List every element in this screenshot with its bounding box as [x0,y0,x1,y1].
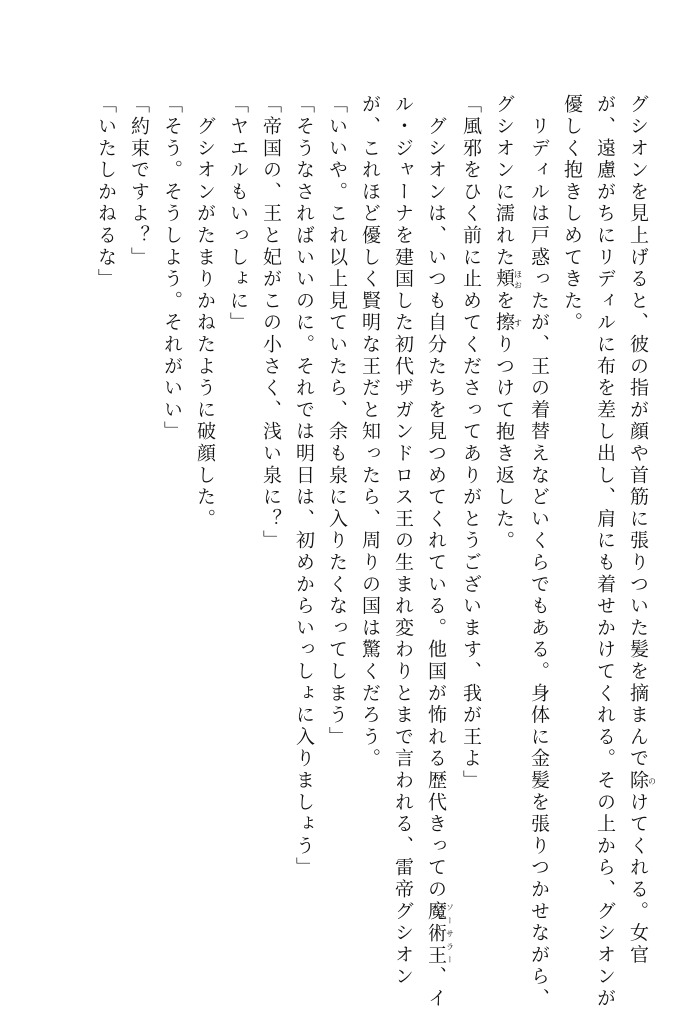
text-line: グシオンがたまりかねたように破顔した。 [194,94,216,530]
ruby-annotation: 頬ほお [493,268,523,291]
text-line: 優しく抱きしめてきた。 [561,94,583,334]
dialogue-line: 「いたしかねるな」 [95,94,117,291]
text-line: グシオンは、いつも自分たちを見つめてくれている。他国が怖れる歴代きっての魔術王ソーサラー、イ [425,94,455,1010]
dialogue-line: 「帝国の、王と妃がこの小さく、浅い泉に？」 [260,94,282,552]
ruby-annotation: 除の [627,769,657,792]
dialogue-line: 「そうなさればいいのに。それでは明日は、初めからいっしょに入りましょう」 [293,94,315,879]
dialogue-line: 「そう。そうしよう。それがいい」 [161,94,183,443]
dialogue-line: 「約束ですよ？」 [128,94,150,269]
text-line: リディルは戸惑ったが、王の着替えなどいくらでもある。身体に金髪を張りつかせながら、 [528,94,550,1010]
dialogue-line: 「ヤエルもいっしょに」 [227,94,249,334]
dialogue-line: 「いいや。これ以上見ていたら、余も泉に入りたくなってしまう」 [326,94,348,748]
text-line: ル・ジャーナを建国した初代ザガンドロス王の生まれ変わりとまで言われる、雷帝グシオン [392,94,414,988]
ruby-annotation: 魔術王ソーサラー [425,900,455,967]
text-line: が、遠慮がちにリディルに布を差し出し、肩にも着せかけてくれる。その上から、グシオンが [594,94,616,1010]
vertical-text-block [89,94,657,1010]
text-line: グシオンに濡れた頬ほおを擦すりつけて抱き返した。 [493,94,523,552]
ruby-annotation: 擦す [493,312,523,334]
text-line: グシオンを見上げると、彼の指が顔や首筋に張りついた髪を摘まんで除のけてくれる。女官 [627,94,657,967]
dialogue-line: 「風邪をひく前に止めてくださってありがとうございます、我が王よ」 [460,94,482,792]
text-line: が、これほど優しく賢明な王だと知ったら、周りの国は驚くだろう。 [359,94,381,770]
